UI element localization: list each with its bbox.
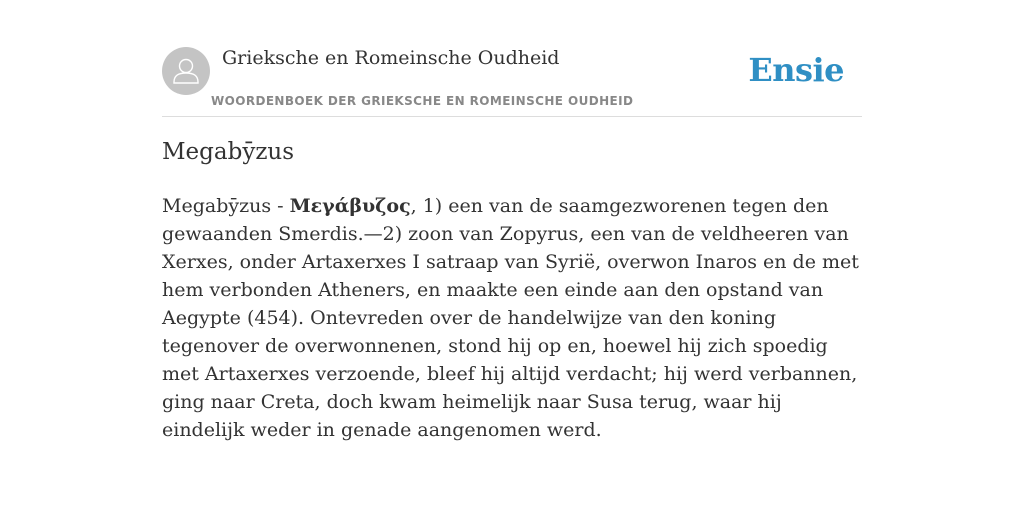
entry-title: Megabȳzus [162,139,295,165]
dictionary-header [162,44,862,117]
user-placeholder-icon [162,47,210,95]
dictionary-title[interactable]: Grieksche en Romeinsche Oudheid [222,47,560,69]
dictionary-subtitle: WOORDENBOEK DER GRIEKSCHE EN ROMEINSCHE OUDHEID [211,94,634,108]
entry-body [162,192,862,444]
entry-lead-term: Megabȳzus - [162,195,290,217]
ensie-logo[interactable]: Ensie [748,51,844,89]
entry-greek-term: Μεγάβυζος [289,195,411,217]
entry-definition: , 1) een van de saamgezworenen tegen den gewaanden Smerdis.—2) zoon van Zopyrus, een van de veldheeren van Xerxes, onder Artaxerxes I satraap van Syrië, overwon Inaros en de met hem verbonden Atheners, en maakte een einde aan den opstand van Aegypte (454). Ontevreden over de handelwijze van den koning tegenover de overwonnenen, stond hij op en, hoewel hij zich spoedig met Artaxerxes verzoende, bleef hij altijd verdacht; hij werd verbannen, ging naar Creta, doch kwam heimelijk naar Susa terug, waar hij eindelijk weder in genade aangenomen werd. [162,195,859,441]
dictionary-avatar[interactable] [162,47,210,95]
entry-paragraph [162,192,862,444]
